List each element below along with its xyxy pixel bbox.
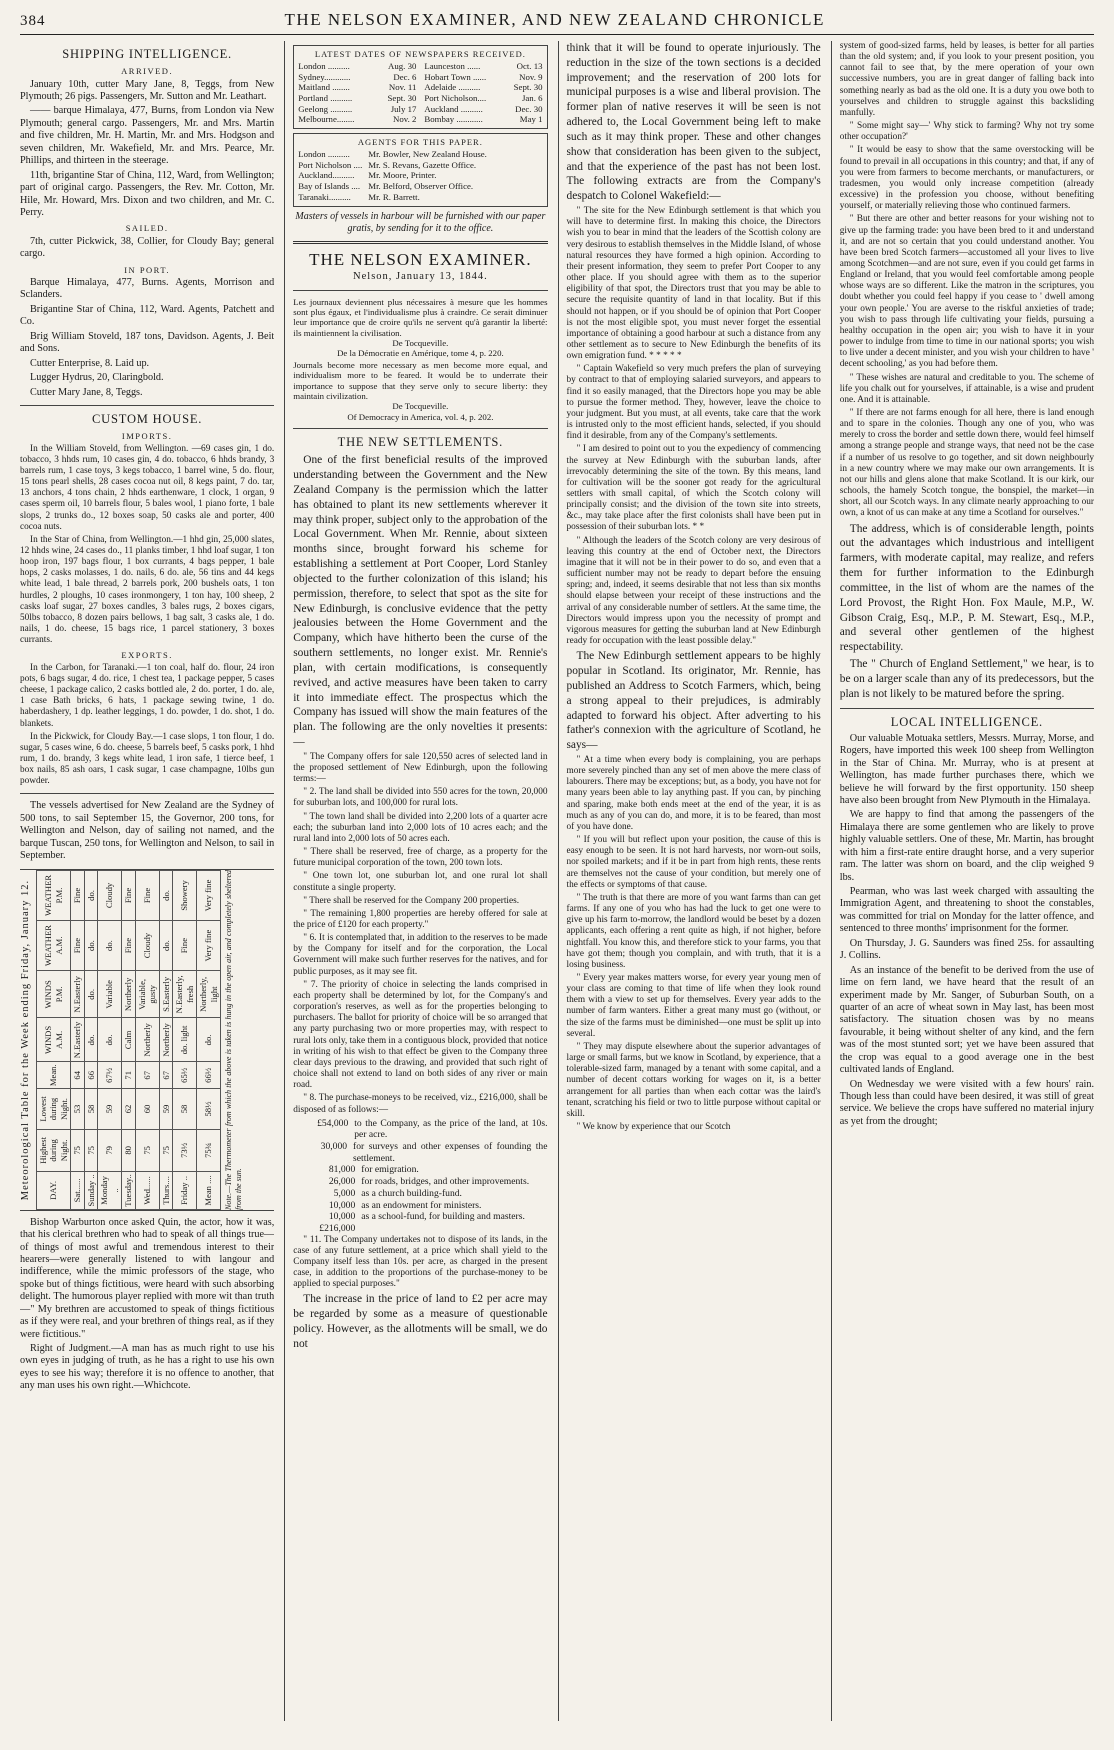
page-title: THE NELSON EXAMINER, AND NEW ZEALAND CHRONICLE — [284, 10, 825, 29]
agent-name: Mr. S. Revans, Gazette Office. — [368, 159, 477, 170]
weather-cell: 66½ — [197, 1062, 221, 1089]
weather-cell: Fine — [135, 870, 159, 920]
weather-cell: Mean .... — [197, 1171, 221, 1209]
weather-head: WEATHER A.M. — [36, 920, 70, 970]
weather-cell: N.Easterly — [71, 1018, 84, 1062]
column-3 — [558, 41, 821, 1721]
agent-place: Bay of Islands .... — [298, 181, 361, 192]
quote-reference: De la Démocratie en Amérique, tome 4, p. 220. — [337, 348, 504, 359]
export-item: In the Pickwick, for Cloudy Bay.—1 case slops, 1 ton flour, 1 do. sugar, 5 cases wine, 6 do. cheese, 5 barrels beef, 5 casks pork, 1 hhd rum, 1 do. brandy, 3 kegs white lead, 1 iron safe, 1 tierce beef, 1 box nails, 85 ash oars, 1 cask sugar, 1 case champagne, 10lbs gun powder. — [20, 731, 275, 787]
weather-head: Lowest during Night. — [36, 1088, 70, 1129]
despatch-paragraph: " Captain Wakefield so very much prefers the plan of surveying by contract to that of employing salaried surveyors, and appears to find it so easily managed, that the Directors hope you may be able to pursue the former method. They, however, leave the choice to your judgment. But you must, at all events, take care that the work is intrusted only to the most efficient hands, selected, if you should find it desirable, from any of the Company's settlements. — [566, 364, 821, 442]
address-paragraph: " It would be easy to show that the same overstocking will be found to prevail in all occupations in this country; and that, if any of you were from farmers to become merchants, or manufacturers, or tradesmen, you would only increase competition (already excessive) in the profession you choose, without benefiting yourself, or materially relieving those who continued farmers. — [839, 145, 1094, 212]
money-entry — [293, 1164, 547, 1176]
weather-cell: 73½ — [173, 1129, 197, 1171]
weather-cell: 67 — [135, 1062, 159, 1089]
address-paragraph: " They may dispute elsewhere about the superior advantages of large or small farms, but we know in Scotland, by experience, that a tolerable-sized farm, managed by a tenant with some capital, and a number of decent cottars working for wages on it, is a better arrangement for all parties than when each cottar was the laird's tenant, scratching his field or two to little purpose without capital or skill. — [566, 1041, 821, 1119]
weather-cell: do. — [159, 870, 172, 920]
weather-cell: do. — [197, 1018, 221, 1062]
article-paragraph: " 8. The purchase-moneys to be received, viz., £216,000, shall be disposed of as follows:— — [293, 1093, 548, 1115]
shipping-title: SHIPPING INTELLIGENCE. — [62, 47, 232, 61]
weather-title: Meteorological Table for the Week ending Friday, January 12. — [20, 879, 31, 1200]
tocqueville-quote-en — [293, 360, 547, 422]
date-place: Maitland ........ — [298, 82, 350, 93]
weather-cell: 62 — [122, 1088, 135, 1129]
address-paragraph: " If there are not farms enough for all here, there is land enough and to spare in the colonies. Though any one of you, who was merely to cross the border and settle down there, would feel himself among a strange people and strange ways, that need not be the case if a number of us resolve to go together, and sit down neighbourly in a new country where we may make our own arrangements. It is not our hills and glens alone that make Scotland. It is our kirk, our schools, the hamely Scotch tongue, the bonspiel, the market—in short, all our Scotch ways. In any climate nearly approaching to our own, a knot of us can make at any time a Scotland for ourselves." — [839, 408, 1094, 519]
date-entry — [298, 61, 416, 72]
date-value: Dec. 6 — [393, 71, 417, 82]
agent-name: Mr. Moore, Printer. — [368, 170, 437, 181]
weather-cell: Variable — [98, 970, 122, 1017]
article-paragraph: " The remaining 1,800 properties are hereby offered for sale at the price of £120 for each property." — [293, 908, 548, 930]
masters-notice: Masters of vessels in harbour will be furnished with our paper gratis, by sending for it to the office. — [295, 210, 546, 234]
money-entry — [293, 1118, 547, 1141]
article-paragraph: The address, which is of considerable length, points out the advantages which industrious and intelligent farmers, with moderate capital, may realize, and refers them for further information to the Edinburgh committee, in the list of whom are the names of the Lord Provost, the Right Hon. Fox Maule, M.P., W. Gibson Craig, Esq., M.P., P. M. Stewart, Esq., M.P., and several other gentlemen of the highest respectability. — [839, 522, 1094, 654]
despatch-paragraph: " I am desired to point out to you the expediency of commencing the survey at New Edinburgh with the suburban lands, after irrevocably determining the site of the town. By this means, land for cultivation will be the sooner got ready for the agricultural settlers with small capital, of which the Scotch colony will principally consist; and the division of the town site into streets, &c., may take place after the first colonists shall have been put in possession of their suburban lots. * * — [566, 444, 821, 533]
date-entry — [424, 82, 542, 93]
import-item: In the Star of China, from Wellington.—1 hhd gin, 25,000 slates, 12 hhds wine, 24 cases do., 11 planks timber, 1 hhd loaf sugar, 1 ton hoop iron, 197 bags flour, 1 box currants, 4 bags pepper, 1 bale hops, 2 casks molasses, 1 do. nails, 6 do. ale, 56 tins and 44 kegs white lead, 1 bale thread, 2 barrels pork, 200 bushels oats, 1 ton hurdles, 2 ploughs, 10 cases ironmongery, 1 ton hay, 100 sheep, 2 casks loaf sugar, 27 boxes candles, 3 bales rugs, 2 boxes cigars, 50lbs tobacco, 8 dozen pairs bellows, 1 bag salt, 3 casks ale, 1 do. nails, 1 do. cheese, 15 bags rice, 1 parcel stationery, 3 boxes currants. — [20, 534, 275, 646]
weather-head: Mean. — [36, 1062, 70, 1089]
weather-head: DAY. — [36, 1171, 70, 1209]
money-amount: 26,000 — [328, 1176, 356, 1188]
article-paragraph: The " Church of England Settlement," we hear, is to be on a larger scale than any of its predecessors, but the plan is not likely to be matured before the spring. — [839, 658, 1094, 700]
date-value: Nov. 9 — [519, 71, 543, 82]
weather-cell: 65½ — [173, 1062, 197, 1089]
weather-cell: 58½ — [197, 1088, 221, 1129]
weather-cell: 71 — [122, 1062, 135, 1089]
weather-cell: Tuesday.. — [122, 1171, 135, 1209]
date-entry — [298, 104, 416, 115]
weather-cell: Very fine — [197, 870, 221, 920]
weather-cell: S.Easterly — [159, 970, 172, 1017]
weather-cell: 67½ — [98, 1062, 122, 1089]
agent-name: Mr. Belford, Observer Office. — [368, 181, 474, 192]
date-entry — [298, 93, 416, 104]
weather-cell: Fine — [71, 920, 84, 970]
newspaper-dates-box — [293, 45, 547, 129]
weather-cell: Cloudy — [98, 870, 122, 920]
money-purpose: for emigration. — [361, 1164, 419, 1176]
quote-source: De Tocqueville. — [392, 401, 449, 412]
weather-cell: Fine — [122, 920, 135, 970]
money-amount: 10,000 — [328, 1199, 356, 1211]
newspaper-page — [20, 10, 1094, 1730]
meteorological-table — [20, 869, 274, 1211]
date-place: Launceston ...... — [424, 61, 481, 72]
weather-cell: Thurs.... — [159, 1171, 172, 1209]
weather-head: Highest during Night. — [36, 1129, 70, 1171]
article-paragraph: " The Company offers for sale 120,550 acres of selected land in the proposed settlement of New Edinburgh, upon the following terms:— — [293, 751, 548, 785]
date-place: Sydney............ — [298, 71, 351, 82]
right-of-judgment: Right of Judgment.—A man has as much right to use his own eyes in judging of truth, as he has a right to use his own eyes to see his way; therefore it is no offence to another, that any man uses his own right.—Whichcote. — [20, 1343, 275, 1392]
article-paragraph: " 7. The priority of choice in selecting the lands comprised in each property shall be determined by lot, for the Company's and corporation's reserves, as well as for the properties belonging to purchasers. The ballot for priority of choice will be so arranged that any party purchasing two or more properties may, with respect to rural lots only, take them in a contiguous block, provided that notice in writing of his wish to that effect be given to the Company three clear days previous to the drawing, and provided that such right of choice shall not extend to land on both sides of any river or main road. — [293, 979, 548, 1091]
weather-cell: 58 — [84, 1088, 97, 1129]
weather-cell: 75 — [84, 1129, 97, 1171]
article-paragraph: " There shall be reserved for the Company 200 properties. — [303, 895, 520, 906]
money-purpose: for roads, bridges, and other improvements. — [361, 1176, 530, 1188]
date-place: Bombay ............ — [424, 114, 483, 125]
column-4 — [831, 41, 1094, 1721]
address-paragraph: " At a time when every body is complaining, you are perhaps more severely pinched than any set of men above the mere class of labourers. There may be exceptions; but, as a body, you have not for many years been able to lay anything past. If you can, by pinching and sparing, make both ends meet at the end of the year, it is as much as any of you can do, and more, it is to be feared, than most of you have done. — [566, 755, 821, 832]
weather-cell: Variable, gusty — [135, 970, 159, 1017]
tocqueville-quote-fr — [293, 297, 547, 359]
weather-row — [98, 870, 122, 1209]
weather-head: WINDS A.M. — [36, 1018, 70, 1062]
local-item: On Wednesday we were visited with a few hours' rain. Though less than could have been desired, it was still of great service. We believe the crops have suffered no material injury as yet from the drought; — [839, 1078, 1094, 1127]
dates-grid — [298, 61, 542, 124]
imports-label: IMPORTS. — [121, 431, 173, 442]
address-paragraph: " We know by experience that our Scotch — [576, 1122, 731, 1132]
sailed-item: 7th, cutter Pickwick, 38, Collier, for Cloudy Bay; general cargo. — [20, 235, 275, 260]
money-amount: 81,000 — [328, 1164, 356, 1176]
date-entry — [424, 72, 542, 83]
article-paragraph: " 11. The Company undertakes not to dispose of its lands, in the case of any future settlement, at a price which shall yield to the Company itself less than 10s. per acre, as charged in the present case, in addition to the proportions of the purchase-money to be applied to special purposes." — [293, 1234, 548, 1290]
weather-row — [135, 870, 159, 1209]
date-place: Geelong .......... — [298, 103, 353, 114]
inport-item: Cutter Mary Jane, 8, Teggs. — [30, 386, 143, 398]
weather-cell: Sat...... — [71, 1171, 84, 1209]
date-entry — [298, 72, 416, 83]
weather-cell: do. — [98, 1018, 122, 1062]
weather-cell: do. — [84, 870, 97, 920]
date-value: Nov. 11 — [388, 82, 417, 93]
address-paragraph: " These wishes are natural and creditable to you. The scheme of life you chalk out for yourselves, if attainable, is a wise and prudent one. And it is attainable. — [839, 372, 1094, 405]
weather-cell: Fine — [71, 870, 84, 920]
weather-cell: Showery — [173, 870, 197, 920]
weather-cell: do. — [84, 920, 97, 970]
weather-cell: Fine — [173, 920, 197, 970]
weather-row — [173, 870, 197, 1209]
article-paragraph: " The town land shall be divided into 2,200 lots of a quarter acre each; the suburban land into 2,000 lots of 10 acres each; and the rural land into 2,000 lots of 50 acres each. — [293, 811, 548, 844]
weather-cell: do. — [84, 970, 97, 1017]
weather-cell: Northerly — [122, 970, 135, 1017]
date-place: Port Nicholson.... — [424, 93, 487, 103]
arrived-label: ARRIVED. — [121, 66, 174, 77]
inport-item: Lugger Hydrus, 20, Claringbold. — [30, 372, 164, 384]
money-amount: 5,000 — [333, 1187, 356, 1199]
money-purpose: as a school-fund, for building and masters. — [361, 1211, 525, 1223]
masthead: THE NELSON EXAMINER. — [309, 249, 532, 269]
weather-cell: Cloudy — [135, 920, 159, 970]
weather-table — [36, 870, 221, 1210]
weather-head: WEATHER P.M. — [36, 870, 70, 920]
inport-item: Brig William Stoveld, 187 tons, Davidson. Agents, J. Beit and Sons. — [20, 330, 275, 355]
quote-reference: Of Democracy in America, vol. 4, p. 202. — [347, 411, 494, 422]
date-value: Jan. 6 — [521, 93, 543, 103]
despatch-paragraph: " The site for the New Edinburgh settlement is that which you will have to determine first. In making this choice, the Directors wish you to bear in mind that the leaders of the Scottish colony are very desirous to establish themselves in the Middle Island, of whose natural resources they have formed a high opinion. According to their present information, they seem to prefer Port Cooper to any other place. If you should agree with them as to the superior eligibility of that spot, the Directors trust that you may be able to secure the requisite quantity of land in that locality. But if this should not happen, or if you should be of opinion that Port Cooper is not the most eligible spot, you must never forget the essential importance of obtaining a good harbour at such a distance from any other settlement as to secure to New Edinburgh the benefits of its own emigration fund. * * * * * — [566, 206, 821, 362]
weather-cell: Northerly, light — [197, 970, 221, 1017]
despatch-paragraph: " Although the leaders of the Scotch colony are very desirous of leaving this country at the end of October next, the Directors imagine that it will not be in their power to do so, and even that a sufficient number may not be ready to depart before the ensuing spring; and, indeed, it seems desirable that not less than six months should elapse between your receipt of these instructions and the arrival of any considerable number of settlers. At the same time, the Directors would impress upon you the necessity of prompt and vigorous measures for getting the suburban land at New Edinburgh ready for occupation with the least possible delay." — [566, 535, 821, 647]
export-item: In the Carbon, for Taranaki.—1 ton coal, half do. flour, 24 iron pots, 6 bags sugar, 4 do. rice, 1 chest tea, 1 package pepper, 5 cases cheese, 1 package calico, 2 casks bottled ale, 2 do. porter, 1 do. ale, 1 case Bath bricks, 6 hats, 1 package sewing twine, 1 do. haberdashery, 1 dp. leather leggings, 1 do. powder, 1 do. shot, 1 do. blankets. — [20, 662, 275, 729]
column-2 — [284, 41, 547, 1721]
money-entry — [293, 1200, 547, 1212]
weather-cell: Northerly — [135, 1018, 159, 1062]
money-purpose: as an endowment for ministers. — [361, 1199, 482, 1211]
local-item: On Thursday, J. G. Saunders was fined 25s. for assaulting J. Collins. — [839, 937, 1094, 962]
money-entry — [293, 1188, 547, 1200]
arrived-item: —— barque Himalaya, 477, Burns, from London via New Plymouth; general cargo. Passengers, Mr. and Mrs. Martin and five children, Mr. H. Martin, Mr. and Mrs. Hodgson and seven children, Mr. Wakefield, Mr. and Mrs. Pearce, Mr. Phillips, and thirteen in the steerage. — [20, 105, 275, 167]
weather-cell: Friday .. — [173, 1171, 197, 1209]
local-item: We are happy to find that among the passengers of the Himalaya there are some gentlemen who are likely to prove highly valuable settlers. One of these, Mr. Martin, has brought with him a first-rate entire draught horse, and a very superior ram. The latter was shorn on board, and the clip weighed 9 lbs. — [839, 809, 1094, 883]
date-value: Nov. 2 — [392, 114, 417, 125]
agent-entry — [298, 149, 542, 160]
weather-cell: do. — [98, 920, 122, 970]
money-entry — [293, 1211, 547, 1223]
address-paragraph: " The truth is that there are more of you want farms than can get farms. If any one of you who has had the luck to get one were to give up his farm to-morrow, the landlord would be beset by a dozen applicants, each offering a rent quite as high, if not higher, before nightfall. You know this, and therefore stick to your farms, you that have got them; though you complain, and with truth, that it is a losing business. — [566, 892, 821, 970]
import-item: In the William Stoveld, from Wellington. —69 cases gin, 1 do. tobacco, 3 hhds rum, 10 cases gin, 4 do. tobacco, 6 hhds brandy, 3 barrels rum, 1 case toys, 3 kegs tobacco, 1 barrel wine, 5 do. flour, 15 tons pearl shells, 28 cases cocoa nut oil, 8 kegs paint, 7 do. tar, 13 anchors, 4 tons chain, 2 hhds earthenware, 1 clock, 1 organ, 9 cases sperm oil, 10 barrels flour, 5 bales wool, 1 piano forte, 1 bale slops, 2 trunks do., 12 boxes soap, 50 casks ale and porter, 400 cocoa nuts. — [20, 443, 275, 532]
weather-cell: Northerly — [159, 1018, 172, 1062]
agents-box — [293, 133, 547, 207]
date-place: Hobart Town ...... — [424, 71, 487, 82]
article-paragraph: " One town lot, one suburban lot, and one rural lot shall constitute a single property. — [293, 871, 548, 893]
date-value: Sept. 30 — [387, 93, 417, 103]
weather-cell: 66 — [84, 1062, 97, 1089]
weather-cell: Very fine — [197, 920, 221, 970]
agent-place: Taranaki.......... — [298, 191, 351, 202]
quote-text: Les journaux deviennent plus nécessaires à mesure que les hommes sont plus égaux, et l'individualisme plus à craindre. Ce serait diminuer leur importance que de croire qu'ils ne servent qu'à garantir la liberté: ils maintiennent la civilisation. — [293, 296, 548, 338]
date-entry — [298, 114, 416, 125]
article-paragraph: think that it will be found to operate injuriously. The reduction in the size of the town sections is a decided improvement; and the reservation of 200 lots for municipal purposes is a wise and liberal provision. The former plan of native reserves it will be seen is not adhered to, the Local Government being left to make such as it may think proper. These and other changes show that consideration has been given to the subject, and that the experience of the past has not been lost. The following extracts are from the Company's despatch to Colonel Wakefield:— — [566, 42, 821, 203]
date-place: Auckland .......... — [424, 103, 483, 114]
date-value: Oct. 13 — [516, 61, 543, 72]
local-item: Our valuable Motuaka settlers, Messrs. Murray, Morse, and Rogers, have imported this week 100 sheep from Wellington in the Star of China. Mr. Murray, who is at present at Wellington, has made further purchases there, which we believe he will forward by the first opportunity. 150 sheep have also been brought from New Plymouth in the Himalaya. — [839, 732, 1094, 806]
date-entry — [424, 61, 542, 72]
weather-row — [84, 870, 97, 1209]
agent-name: Mr. R. Barrett. — [368, 191, 420, 202]
money-amount: 10,000 — [328, 1211, 356, 1223]
weather-cell: Calm — [122, 1018, 135, 1062]
local-intelligence-title: LOCAL INTELLIGENCE. — [890, 714, 1043, 729]
date-value: Aug. 30 — [388, 61, 417, 72]
agent-entry — [298, 192, 542, 203]
weather-cell: 64 — [71, 1062, 84, 1089]
date-place: London .......... — [298, 61, 350, 72]
weather-cell: 59 — [98, 1088, 122, 1129]
money-entry — [293, 1176, 547, 1188]
weather-cell: do. — [159, 920, 172, 970]
article-paragraph: The New Edinburgh settlement appears to be highly popular in Scotland. Its originator, Mr. Rennie, has published an Address to Scotch Farmers, which, being a strong appeal to their prejudices, is admirably adapted to forward his object. After adverting to his father's connexion with the agriculture of Scotland, he says— — [566, 650, 821, 752]
column-1 — [20, 41, 274, 1721]
agent-entry — [298, 170, 542, 181]
weather-row — [71, 870, 84, 1209]
inport-item: Barque Himalaya, 477, Burns. Agents, Morrison and Sclanders. — [20, 277, 275, 301]
settlements-title: THE NEW SETTLEMENTS. — [337, 435, 504, 449]
weather-header-row — [36, 870, 70, 1209]
weather-cell: 75 — [159, 1129, 172, 1171]
agent-entry — [298, 181, 542, 192]
weather-cell: N.Easterly — [71, 970, 84, 1017]
address-paragraph: " If you will but reflect upon your position, the cause of this is easy enough to be seen. It is not hard harvests, nor worn-out soils, nor spoiled markets; and if it be in part from high rents, these rents are themselves not the cause of your condition, but merely one of the effects or symptoms of that cause. — [566, 835, 821, 890]
date-entry — [424, 114, 542, 125]
inport-label: IN PORT. — [124, 264, 171, 275]
weather-cell: Sunday .. — [84, 1171, 97, 1209]
weather-cell: 58 — [173, 1088, 197, 1129]
agent-place: Port Nicholson .... — [298, 159, 363, 170]
weather-cell: do. light — [173, 1018, 197, 1062]
weather-cell: 80 — [122, 1129, 135, 1171]
money-amount: £54,000 — [317, 1117, 349, 1129]
agent-place: Auckland.......... — [298, 170, 355, 181]
agent-entry — [298, 160, 542, 171]
warburton-anecdote: Bishop Warburton once asked Quin, the actor, how it was, that his clerical brethren who had to speak of all things true—of things of most awful and tremendous interest to their hearers—were generally listened to with langour and indifference, while the mimic professors of the stage, who spoke but of things fictitious, were heard with such absorbing delight. The humorous player replied with more wit than truth—" My brethren are accustomed to speak of things fictitious as if they were real, and your brethren of things real, as if they were fictitious." — [20, 1216, 275, 1340]
local-item: As an instance of the benefit to be derived from the use of lime on fern land, we have heard that the result of an experiment made by Mr. Sanger, of Suburban South, on a quarter of an acre of wheat sown in May last, has been most satisfactory. The situation chosen was by no means favourable, it being without shelter of any kind, and the fern was of the most stunted sort; yet we have been assured that the crop was equal to a good average one in the best cultivated lands of England. — [839, 964, 1094, 1076]
weather-cell: 53 — [71, 1088, 84, 1129]
local-item: Pearman, who was last week charged with assaulting the Immigration Agent, and threatening to shoot the constables, was committed for trial on Monday for the latter offence, and sentenced to three months' imprisonment for the former. — [839, 886, 1094, 935]
weather-cell: 67 — [159, 1062, 172, 1089]
masthead-date: Nelson, January 13, 1844. — [353, 270, 488, 282]
weather-head: WINDS P.M. — [36, 970, 70, 1017]
date-entry — [424, 93, 542, 104]
weather-cell: 75 — [135, 1129, 159, 1171]
quote-source: De Tocqueville. — [392, 338, 449, 348]
sailed-label: SAILED. — [125, 223, 169, 234]
weather-row — [122, 870, 135, 1209]
weather-cell: Monday .. — [98, 1171, 122, 1209]
date-place: Melbourne........ — [298, 114, 355, 125]
date-place: Adelaide .......... — [424, 82, 481, 93]
money-amount: £216,000 — [319, 1222, 356, 1234]
weather-cell: 75 — [71, 1129, 84, 1171]
weather-cell: 59 — [159, 1088, 172, 1129]
weather-cell: Fine — [122, 870, 135, 920]
agents-title: AGENTS FOR THIS PAPER. — [357, 136, 483, 147]
exports-label: EXPORTS. — [121, 650, 173, 661]
weather-row — [197, 870, 221, 1209]
weather-row — [159, 870, 172, 1209]
quote-text: Journals become more necessary as men become more equal, and individualism more to be feared. It would be to underrate their importance to suppose that they serve only to secure liberty: they maintain civilization. — [293, 359, 548, 401]
page-header — [20, 10, 1094, 35]
arrived-item: January 10th, cutter Mary Jane, 8, Teggs, from New Plymouth; 26 pigs. Passengers, Mr. Sutton and Mr. Leathart. — [20, 78, 275, 103]
money-entry — [293, 1223, 547, 1235]
agent-place: London .......... — [298, 149, 350, 159]
money-purpose: to the Company, as the price of the land, at 10s. per acre. — [354, 1117, 548, 1141]
purchase-money-list — [293, 1118, 547, 1235]
weather-cell: 75¾ — [197, 1129, 221, 1171]
vessels-notice: The vessels advertised for New Zealand are the Sydney of 500 tons, to sail September 15, the Governor, 200 tons, for Wellington and Nelson, day of sailing not named, and the barque Tuscan, 250 tons, for Wellington and Nelson, to sail in September. — [20, 800, 275, 862]
weather-cell: do. — [84, 1018, 97, 1062]
money-entry — [293, 1141, 547, 1164]
agent-name: Mr. Bowler, New Zealand House. — [368, 149, 487, 159]
weather-cell: 79 — [98, 1129, 122, 1171]
money-purpose: as a church building-fund. — [361, 1187, 462, 1199]
article-paragraph: " 6. It is contemplated that, in addition to the reserves to be made by the Company for itself and for the corporation, the Local Government will make such further reserves for the natives, and for public purposes, as it may see fit. — [293, 933, 548, 977]
address-paragraph: " But there are other and better reasons for your wishing not to give up the farming trade: you have been bred to it and understand it, and are not so certain that you could understand another. You have been bred Scotch farmers—accustomed all your lives to live among Scotchmen—and are not sure, even if you could get farms in England or Ireland, that you would feel comfortable among people whose ways are so different. Like the matron in the scriptures, you doubt whether you could feel happy if you cease to ' dwell among your own people.' You are averse to the riskful anxieties of trade; you wish to pass through life cultivating your fields, pursuing a healthy occupation in the open air; you wish to have it in your power to indulge from time to time in our national sports; you wish to live under a decent minister, and you wish your children to have ' decent schooling,' as you had before them. — [839, 214, 1094, 370]
inport-item: Brigantine Star of China, 112, Ward. Agents, Patchett and Co. — [20, 303, 275, 328]
weather-cell: Wed...... — [135, 1171, 159, 1209]
money-amount: 30,000 — [320, 1141, 348, 1153]
arrived-item: 11th, brigantine Star of China, 112, Ward, from Wellington; part of original cargo. Passengers, the Rev. Mr. Cotton, Mr. Hile, Mr. Howard, Mrs. Dixon and two children, and Mr. C. Perry. — [20, 169, 275, 218]
money-purpose: for surveys and other expenses of founding the settlement. — [353, 1141, 548, 1164]
address-paragraph: " Every year makes matters worse, for every year young men of your class are coming to that time of life when they look round them with a view to set up for themselves. Every year adds to the number of farm wanters. Either a great many must go (without, or the size of the farms must be diminished—one must be split up into several. — [566, 972, 821, 1039]
date-place: Portland .......... — [298, 93, 353, 103]
weather-note: Note.—The Thermometer from which the above is taken is hung in the open air, and completely sheltered from the sun. — [224, 869, 243, 1210]
date-value: Dec. 30 — [515, 103, 543, 114]
weather-cell: 60 — [135, 1088, 159, 1129]
weather-cell: N.Easterly, fresh — [173, 970, 197, 1017]
address-paragraph: " Some might say—' Why stick to farming? Why not try some other occupation?' — [839, 121, 1094, 143]
date-entry — [298, 82, 416, 93]
dates-title: LATEST DATES OF NEWSPAPERS RECEIVED. — [314, 49, 526, 59]
article-paragraph: " There shall be reserved, free of charge, as a property for the future municipal corporation of the town, 200 town lots. — [293, 847, 548, 869]
article-paragraph: The increase in the price of land to £2 per acre may be regarded by some as a measure of questionable policy. However, as the allotments will be small, we do not — [293, 1293, 548, 1350]
address-paragraph: system of good-sized farms, held by leases, is better for all parties than the old system; and, if you look to your present position, you cannot fail to see that, by the mere operation of your own successive numbers, you are in great danger of falling back into something nearly as bad as the old one. It is a duty you owe both to yourselves and children to struggle against this backsliding manfully. — [839, 41, 1094, 118]
article-paragraph: One of the first beneficial results of the improved understanding between the Government and the New Zealand Company is the permission which the latter has obtained to plant its new settlements wherever it may think proper, subject only to the approbation of the Local Government. When Mr. Rennie, about sixteen months since, brought forward his scheme for establishing a settlement at Port Cooper, Lord Stanley objected to the further colonization of this island; his permission, therefore, to select that spot as the site for New Edinburgh, is conclusive evidence that the petty jealousies between the Home Government and the Company, which have hitherto been the curse of the southern settlements, no longer exist. Mr. Rennie's plan, with certain modifications, is consequently revived, and active measures have been taken to carry it into immediate effect. The prospectus which the Company has issued will show the main features of the plan. The following are the only novelties it presents:— — [293, 454, 548, 748]
date-entry — [424, 104, 542, 115]
article-paragraph: " 2. The land shall be divided into 550 acres for the town, 20,000 for suburban lots, and 100,000 for rural lots. — [293, 787, 548, 809]
custom-house-title: CUSTOM HOUSE. — [92, 411, 203, 426]
date-value: May 1 — [519, 114, 543, 125]
date-value: Sept. 30 — [513, 82, 543, 93]
date-value: July 17 — [390, 103, 417, 114]
inport-item: Cutter Enterprise, 8. Laid up. — [30, 357, 150, 369]
page-number: 384 — [20, 13, 46, 29]
